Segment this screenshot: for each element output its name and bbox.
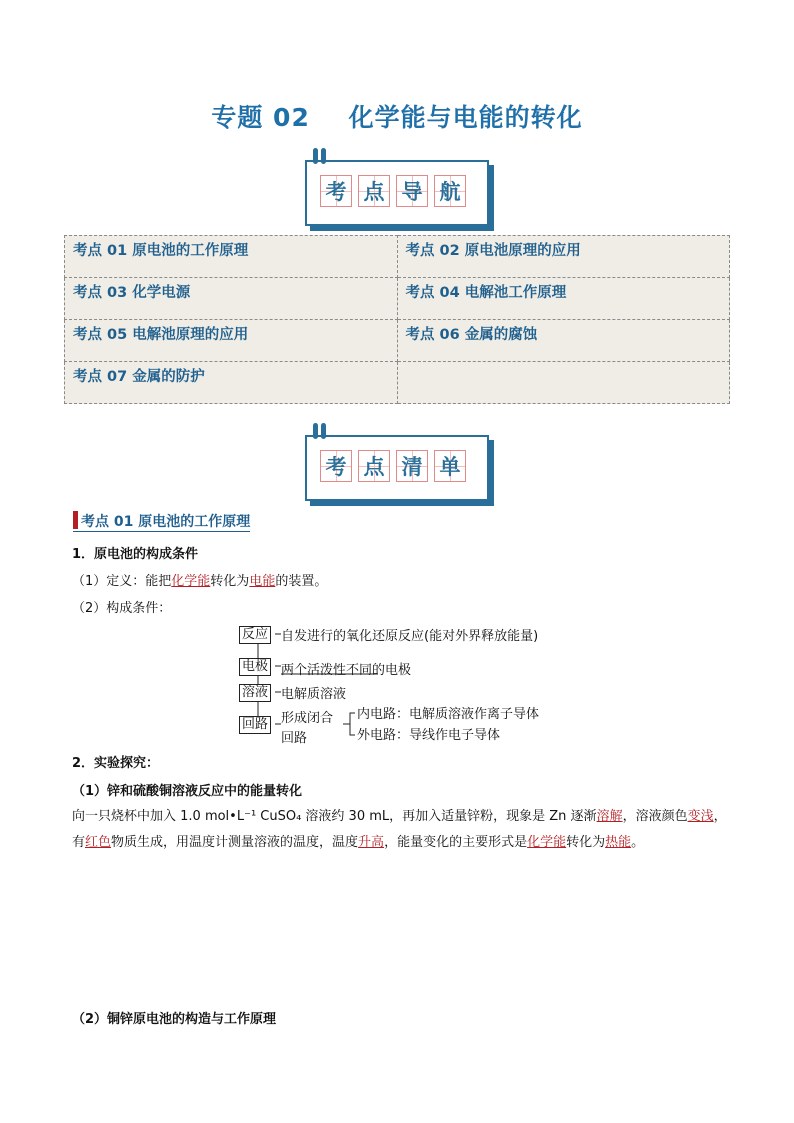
diagram-text: 电解质溶液: [281, 687, 347, 702]
diagram-box: 反应: [239, 626, 271, 644]
answer-text: 化学能: [171, 574, 211, 589]
diagram-text: 内电路：电解质溶液作离子导体: [357, 707, 540, 722]
answer-text: 热能: [605, 835, 632, 850]
answer-text: 红色: [85, 835, 112, 850]
page-title: 专题 02 化学能与电能的转化: [211, 103, 583, 132]
topic-cell: 考点 01 原电池的工作原理: [73, 243, 249, 259]
subheading-2: （2）铜锌原电池的构造与工作原理: [72, 1012, 277, 1027]
diagram-text: 两个活泼性不同的电极: [281, 663, 412, 678]
badge-char: 考: [320, 175, 352, 207]
topic-cell: 考点 04 电解池工作原理: [405, 285, 567, 301]
topic-cell: 考点 07 金属的防护: [73, 369, 205, 385]
answer-text: 溶解: [596, 809, 623, 824]
heading-2: 2．实验探究：: [72, 756, 160, 771]
diagram-box: 溶液: [239, 684, 271, 702]
badge-char: 单: [434, 450, 466, 482]
diagram-text: 回路: [281, 731, 308, 746]
badge-char: 清: [396, 450, 428, 482]
diagram-text: 外电路：导线作电子导体: [357, 728, 501, 743]
experiment-paragraph: 向一只烧杯中加入 1.0 mol•L⁻¹ CuSO₄ 溶液约 30 mL，再加入适量锌粉，现象是 Zn 逐渐溶解，溶液颜色变浅，有红色物质生成，用温度计测量溶液的温度，温度升高，能量变化的主要形式是化学能转化为热能。: [72, 809, 727, 850]
badge-char: 导: [396, 175, 428, 207]
heading-1: 1．原电池的构成条件: [72, 547, 199, 562]
answer-text: 化学能: [527, 835, 567, 850]
diagram-box: 回路: [239, 716, 271, 734]
subheading-1: （1）锌和硫酸铜溶液反应中的能量转化: [72, 784, 303, 799]
badge-char: 航: [434, 175, 466, 207]
badge-char: 点: [358, 450, 390, 482]
diagram-text: 形成闭合: [281, 711, 334, 726]
topic-cell: 考点 05 电解池原理的应用: [73, 327, 249, 343]
topic-cell: 考点 06 金属的腐蚀: [405, 327, 538, 343]
answer-text: 升高: [358, 835, 385, 850]
badge-char: 考: [320, 450, 352, 482]
diagram-text: 自发进行的氧化还原反应(能对外界释放能量): [281, 629, 539, 644]
section-heading: 考点 01 原电池的工作原理: [73, 511, 250, 532]
diagram-box: 电极: [239, 658, 271, 676]
badge-char: 点: [358, 175, 390, 207]
answer-text: 电能: [249, 574, 276, 589]
definition-line: （1）定义：能把化学能转化为电能的装置。: [72, 574, 328, 589]
conditions-label: （2）构成条件：: [72, 601, 172, 616]
answer-text: 变浅: [687, 809, 714, 824]
topic-cell: 考点 03 化学电源: [73, 285, 191, 301]
topic-cell: 考点 02 原电池原理的应用: [405, 243, 581, 259]
